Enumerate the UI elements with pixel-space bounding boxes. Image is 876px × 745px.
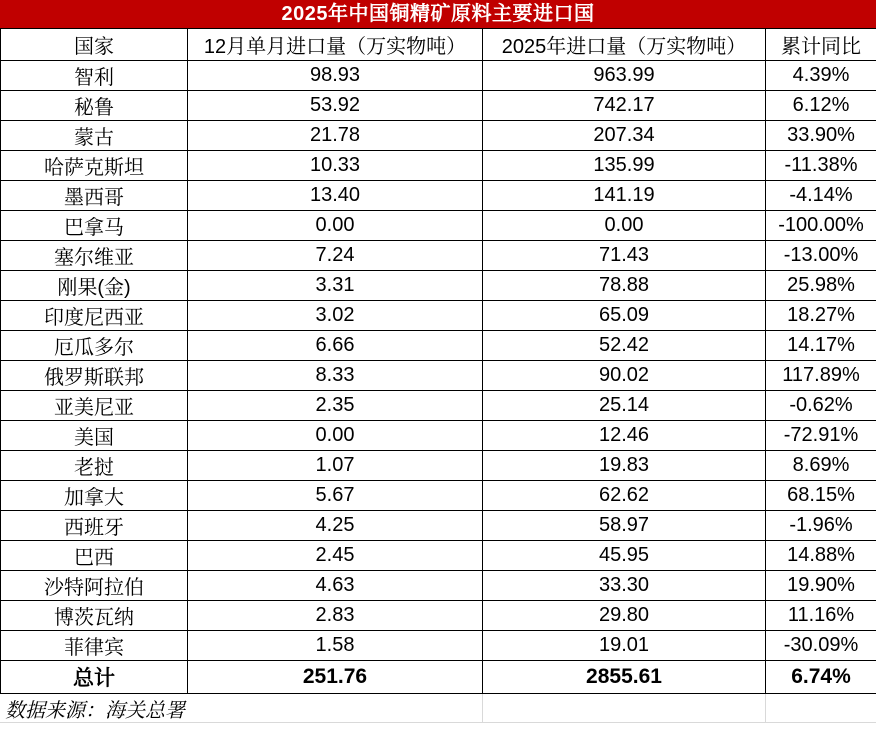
table-cell: 刚果(金) — [1, 271, 188, 301]
table-cell: 14.17% — [766, 331, 876, 361]
table-cell: 老挝 — [1, 451, 188, 481]
table-row — [1, 541, 876, 571]
total-cell: 6.74% — [766, 661, 876, 694]
table-cell: 俄罗斯联邦 — [1, 361, 188, 391]
header-row — [1, 29, 876, 61]
table-cell: 巴西 — [1, 541, 188, 571]
table-cell: 0.00 — [188, 421, 483, 451]
table-row — [1, 211, 876, 241]
column-header: 国家 — [1, 29, 188, 61]
table-cell: 29.80 — [483, 601, 766, 631]
table-cell: 加拿大 — [1, 481, 188, 511]
table-cell: 62.62 — [483, 481, 766, 511]
table-cell: -100.00% — [766, 211, 876, 241]
table-cell: 90.02 — [483, 361, 766, 391]
table-cell: 963.99 — [483, 61, 766, 91]
table-body — [1, 61, 876, 661]
table-cell: 4.39% — [766, 61, 876, 91]
table-cell: -1.96% — [766, 511, 876, 541]
table-cell: 68.15% — [766, 481, 876, 511]
table-cell: 11.16% — [766, 601, 876, 631]
table-row — [1, 511, 876, 541]
table-cell: 19.83 — [483, 451, 766, 481]
table-cell: 塞尔维亚 — [1, 241, 188, 271]
table-cell: 4.63 — [188, 571, 483, 601]
table-cell: 33.30 — [483, 571, 766, 601]
table-cell: 4.25 — [188, 511, 483, 541]
table-cell: 3.02 — [188, 301, 483, 331]
table-cell: 墨西哥 — [1, 181, 188, 211]
table-cell: 亚美尼亚 — [1, 391, 188, 421]
total-cell: 总计 — [1, 661, 188, 694]
total-cell: 251.76 — [188, 661, 483, 694]
table-cell: -11.38% — [766, 151, 876, 181]
table-cell: 西班牙 — [1, 511, 188, 541]
table-cell: 78.88 — [483, 271, 766, 301]
table-row — [1, 481, 876, 511]
table-cell: 13.40 — [188, 181, 483, 211]
data-source-note: 数据来源：海关总署 — [5, 699, 185, 722]
table-row — [1, 421, 876, 451]
table-row — [1, 391, 876, 421]
table-row — [1, 151, 876, 181]
table-cell: 14.88% — [766, 541, 876, 571]
table-row — [1, 181, 876, 211]
table-cell: 6.12% — [766, 91, 876, 121]
table-cell: 菲律宾 — [1, 631, 188, 661]
table-cell: -4.14% — [766, 181, 876, 211]
table-cell: 33.90% — [766, 121, 876, 151]
table-cell: -30.09% — [766, 631, 876, 661]
table-cell: 0.00 — [188, 211, 483, 241]
table-cell: 12.46 — [483, 421, 766, 451]
table-cell: 巴拿马 — [1, 211, 188, 241]
table-cell: 21.78 — [188, 121, 483, 151]
table-cell: 8.69% — [766, 451, 876, 481]
table-row — [1, 631, 876, 661]
table-cell: 19.01 — [483, 631, 766, 661]
table-cell: 2.83 — [188, 601, 483, 631]
table-cell: 25.98% — [766, 271, 876, 301]
table-cell: 117.89% — [766, 361, 876, 391]
table-row — [1, 301, 876, 331]
table-cell: 哈萨克斯坦 — [1, 151, 188, 181]
table-row — [1, 571, 876, 601]
table-cell: 141.19 — [483, 181, 766, 211]
table-cell: 45.95 — [483, 541, 766, 571]
table-cell: 博茨瓦纳 — [1, 601, 188, 631]
table-cell: 厄瓜多尔 — [1, 331, 188, 361]
table-cell: -0.62% — [766, 391, 876, 421]
table-cell: 1.58 — [188, 631, 483, 661]
spreadsheet-gridline — [482, 694, 483, 722]
table-row — [1, 601, 876, 631]
table-row — [1, 121, 876, 151]
table-title-bar: 2025年中国铜精矿原料主要进口国 — [0, 0, 876, 28]
column-header: 2025年进口量（万实物吨） — [483, 29, 766, 61]
table-cell: 5.67 — [188, 481, 483, 511]
table-cell: 135.99 — [483, 151, 766, 181]
table-cell: 7.24 — [188, 241, 483, 271]
table-cell: 6.66 — [188, 331, 483, 361]
table-row — [1, 241, 876, 271]
table-row — [1, 271, 876, 301]
table-cell: 71.43 — [483, 241, 766, 271]
import-data-table — [0, 28, 876, 694]
table-cell: 2.45 — [188, 541, 483, 571]
column-header: 累计同比 — [766, 29, 876, 61]
total-row — [1, 661, 876, 694]
table-cell: 18.27% — [766, 301, 876, 331]
table-cell: 25.14 — [483, 391, 766, 421]
table-cell: 19.90% — [766, 571, 876, 601]
table-cell: -13.00% — [766, 241, 876, 271]
table-cell: 98.93 — [188, 61, 483, 91]
footer-strip — [0, 694, 876, 723]
table-cell: 0.00 — [483, 211, 766, 241]
table-cell: 207.34 — [483, 121, 766, 151]
table-head — [1, 29, 876, 61]
table-row — [1, 91, 876, 121]
table-cell: 秘鲁 — [1, 91, 188, 121]
table-cell: 3.31 — [188, 271, 483, 301]
table-cell: 65.09 — [483, 301, 766, 331]
table-row — [1, 361, 876, 391]
table-cell: 印度尼西亚 — [1, 301, 188, 331]
table-cell: 智利 — [1, 61, 188, 91]
table-cell: 53.92 — [188, 91, 483, 121]
table-cell: 1.07 — [188, 451, 483, 481]
table-cell: 蒙古 — [1, 121, 188, 151]
table-row — [1, 331, 876, 361]
table-cell: 58.97 — [483, 511, 766, 541]
table-cell: 2.35 — [188, 391, 483, 421]
table-cell: 742.17 — [483, 91, 766, 121]
spreadsheet-gridline — [765, 694, 766, 722]
total-cell: 2855.61 — [483, 661, 766, 694]
table-cell: -72.91% — [766, 421, 876, 451]
table-cell: 美国 — [1, 421, 188, 451]
table-cell: 10.33 — [188, 151, 483, 181]
table-cell: 52.42 — [483, 331, 766, 361]
table-cell: 沙特阿拉伯 — [1, 571, 188, 601]
table-foot — [1, 661, 876, 694]
column-header: 12月单月进口量（万实物吨） — [188, 29, 483, 61]
table-row — [1, 61, 876, 91]
table-cell: 8.33 — [188, 361, 483, 391]
table-row — [1, 451, 876, 481]
